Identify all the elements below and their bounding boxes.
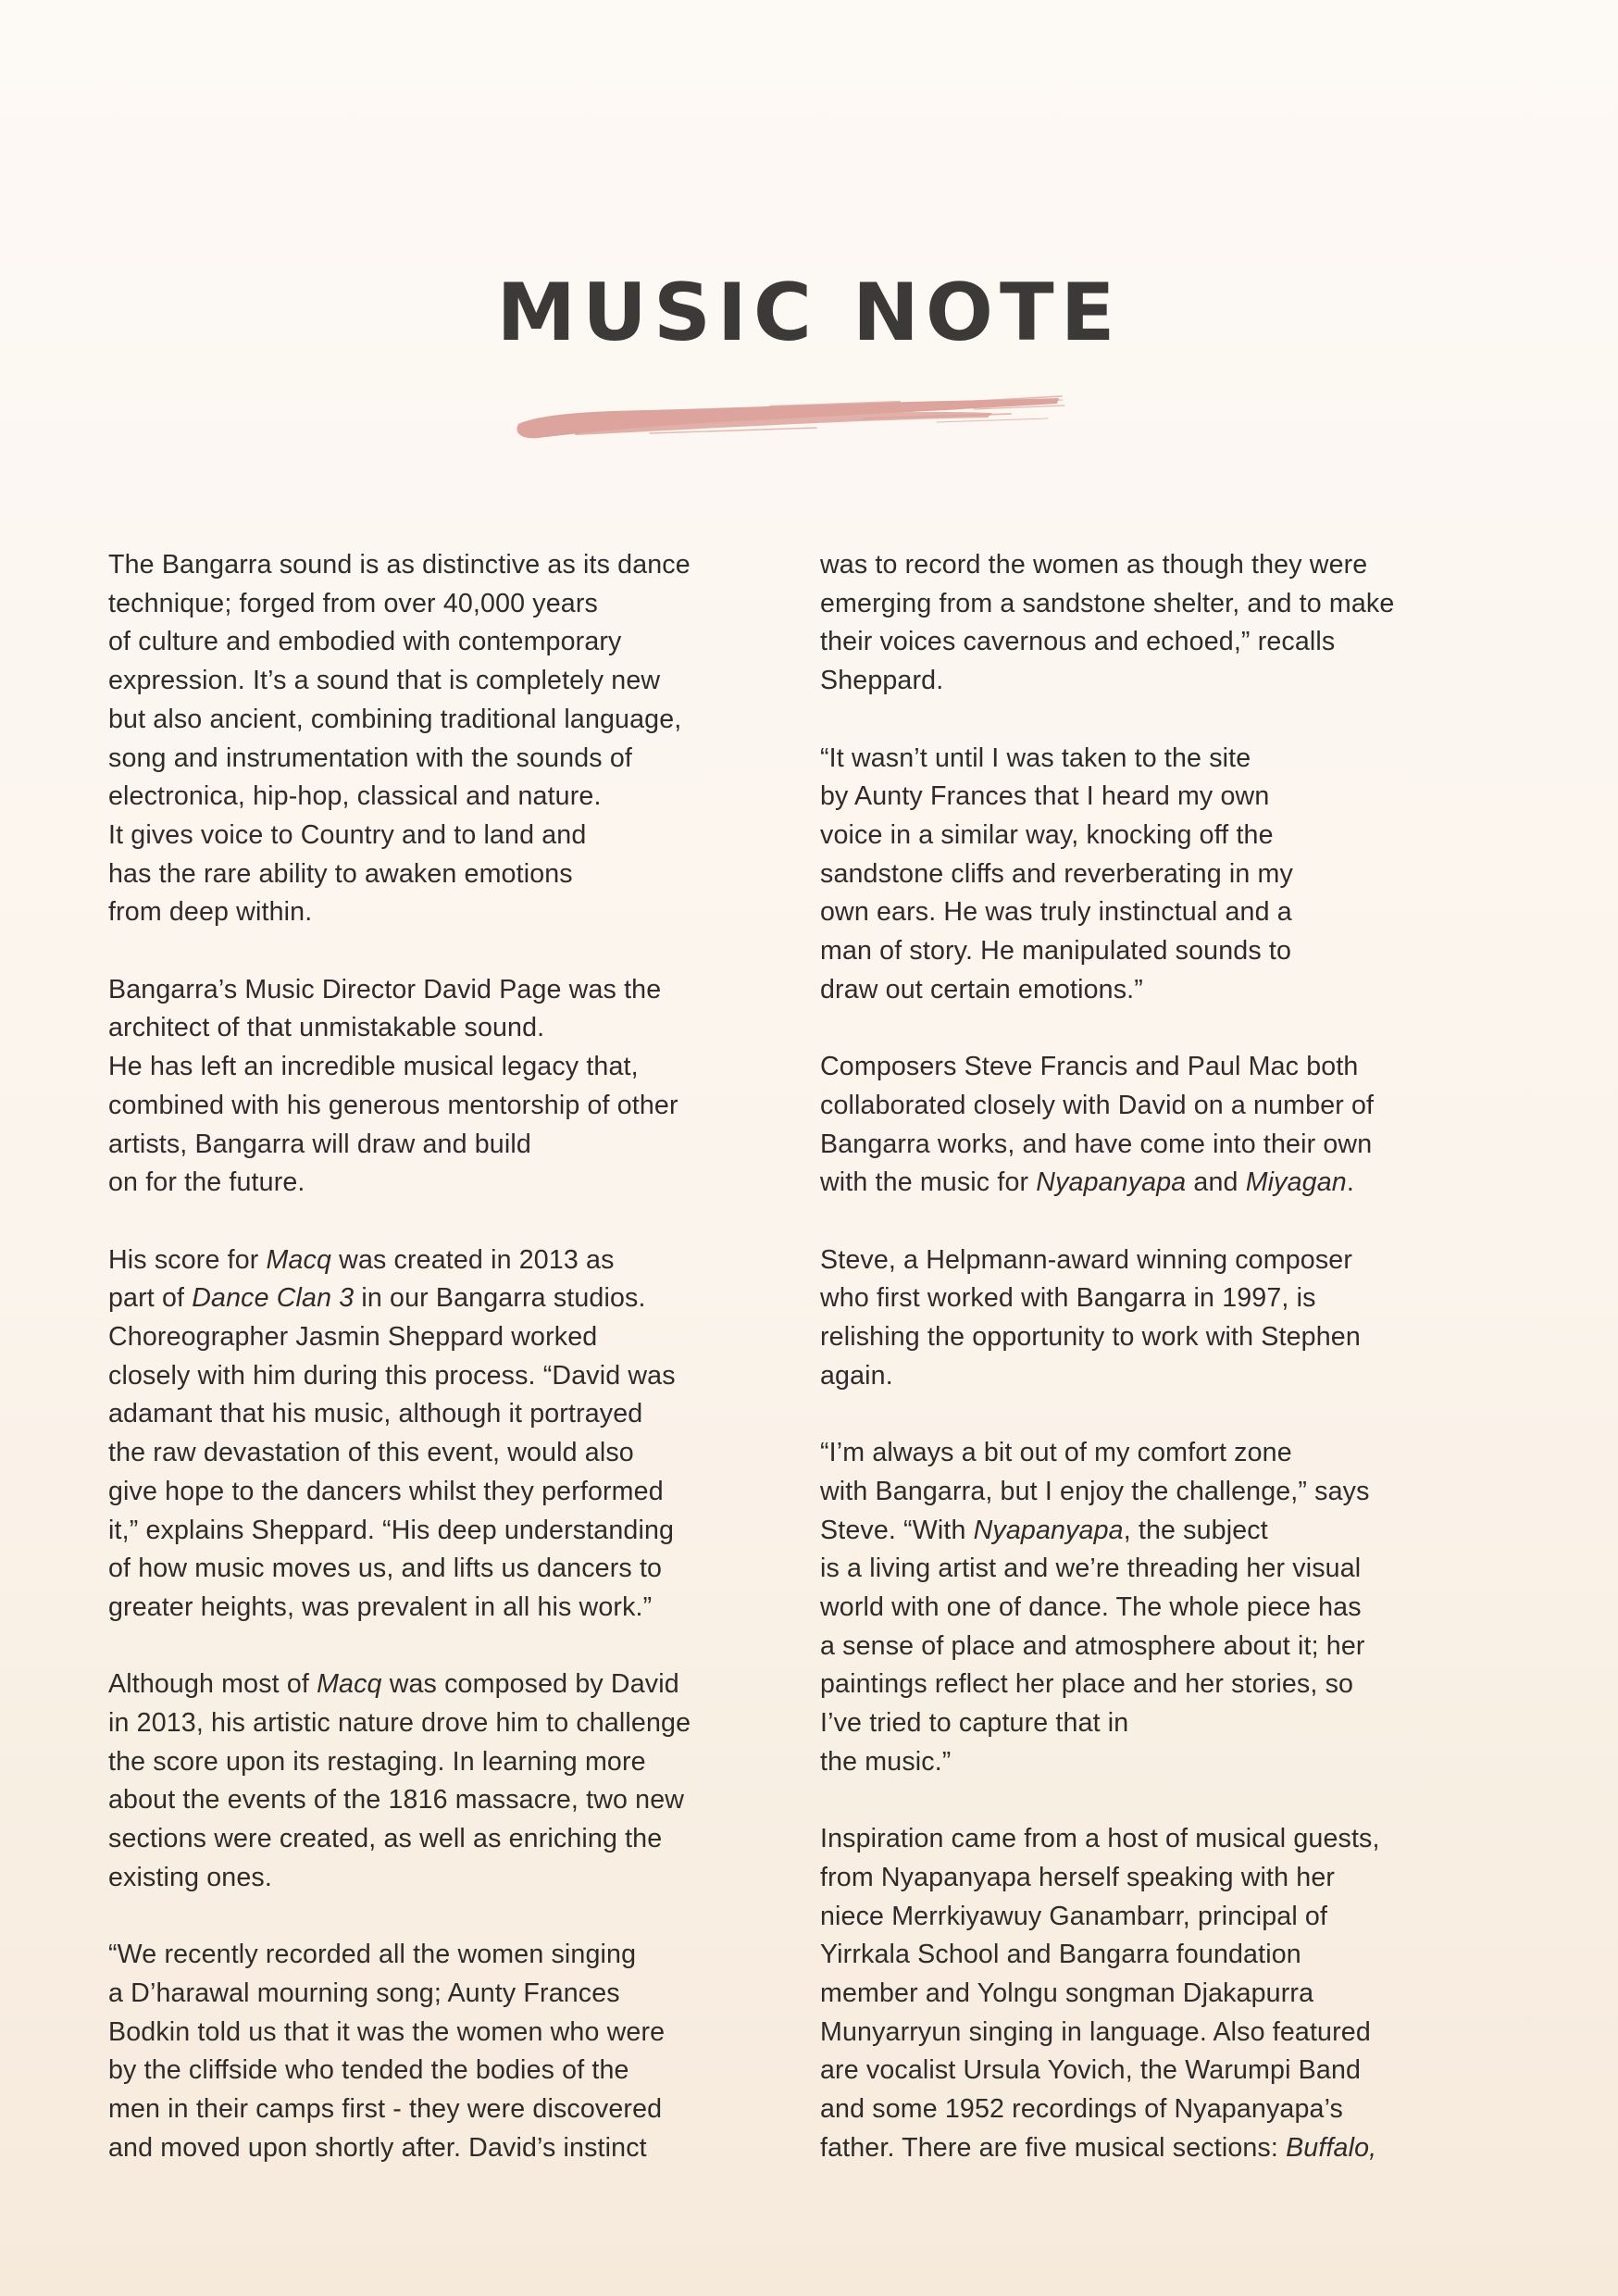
text-line xyxy=(820,778,1505,817)
text-line xyxy=(820,1512,1505,1551)
text-line xyxy=(820,1743,1505,1782)
text-segment: combined with his generous mentorship of other xyxy=(108,1090,678,1120)
text-line xyxy=(820,1126,1505,1165)
brush-stroke-divider xyxy=(511,387,1066,452)
text-segment: closely with him during this process. “David was xyxy=(108,1360,676,1391)
text-line xyxy=(820,740,1505,779)
text-line xyxy=(108,1936,793,1975)
page-title: MUSIC NOTE xyxy=(496,267,1122,359)
text-segment: Bodkin told us that it was the women who were xyxy=(108,2016,666,2047)
text-segment: Bangarra’s Music Director David Page was the xyxy=(108,974,662,1004)
text-line xyxy=(820,1550,1505,1589)
text-segment: architect of that unmistakable sound. xyxy=(108,1013,545,1043)
text-line xyxy=(108,1666,793,1704)
italic-title-text: Macq xyxy=(317,1669,382,1700)
text-segment: was to record the women as though they were xyxy=(820,550,1368,580)
text-line xyxy=(108,662,793,701)
text-line xyxy=(108,1318,793,1357)
paragraph xyxy=(108,1242,793,1628)
text-segment: men in their camps first - they were discovered xyxy=(108,2094,663,2125)
text-line xyxy=(108,2129,793,2168)
text-line xyxy=(820,2090,1505,2129)
text-line xyxy=(820,623,1505,662)
text-line xyxy=(108,1164,793,1203)
text-line xyxy=(108,1589,793,1628)
text-line xyxy=(108,1975,793,2014)
text-segment: their voices cavernous and echoed,” recalls xyxy=(820,627,1336,657)
text-segment: with Bangarra, but I enjoy the challenge,” says xyxy=(820,1476,1370,1506)
text-segment: was composed by David xyxy=(381,1669,679,1700)
text-segment: from Nyapanyapa herself speaking with her xyxy=(820,1862,1336,1892)
text-line xyxy=(820,1242,1505,1280)
text-segment: Steve, a Helpmann-award winning composer xyxy=(820,1244,1352,1275)
text-segment: own ears. He was truly instinctual and a xyxy=(820,897,1292,928)
text-line xyxy=(108,585,793,624)
text-line xyxy=(820,1936,1505,1975)
paragraph xyxy=(108,1666,793,1897)
text-line xyxy=(108,2014,793,2053)
paragraph xyxy=(108,1936,793,2167)
text-line xyxy=(108,1550,793,1589)
text-segment: by the cliffside who tended the bodies of the xyxy=(108,2055,629,2086)
text-line xyxy=(108,1357,793,1396)
text-segment: world with one of dance. The whole piece has xyxy=(820,1591,1362,1622)
text-segment: man of story. He manipulated sounds to xyxy=(820,936,1292,967)
text-line xyxy=(820,1164,1505,1203)
text-line xyxy=(108,2090,793,2129)
text-line xyxy=(820,1357,1505,1396)
text-segment: and moved upon shortly after. David’s instinct xyxy=(108,2132,647,2163)
text-segment: the music.” xyxy=(820,1746,952,1777)
text-line xyxy=(108,1859,793,1898)
text-segment: father. There are five musical sections: xyxy=(820,2132,1287,2163)
text-line xyxy=(108,855,793,894)
text-segment: Yirrkala School and Bangarra foundation xyxy=(820,1940,1301,1970)
text-segment: are vocalist Ursula Yovich, the Warumpi Band xyxy=(820,2055,1362,2086)
text-line xyxy=(108,1126,793,1165)
text-line xyxy=(108,778,793,817)
text-segment: sandstone cliffs and reverberating in my xyxy=(820,858,1293,889)
text-segment: and xyxy=(1186,1167,1246,1198)
text-line xyxy=(820,1589,1505,1628)
text-segment: Bangarra works, and have come into their own xyxy=(820,1129,1373,1159)
text-line xyxy=(820,2052,1505,2090)
paragraph xyxy=(820,1048,1505,1203)
text-segment: a D’harawal mourning song; Aunty Frances xyxy=(108,1978,620,2008)
italic-title-text: Nyapanyapa xyxy=(973,1515,1124,1545)
text-segment: the raw devastation of this event, would also xyxy=(108,1438,634,1468)
text-segment: a sense of place and atmosphere about it; her xyxy=(820,1630,1365,1661)
text-segment: adamant that his music, although it portrayed xyxy=(108,1399,643,1429)
text-line xyxy=(820,932,1505,971)
text-segment: draw out certain emotions.” xyxy=(820,974,1143,1004)
text-segment: His score for xyxy=(108,1244,267,1275)
paragraph xyxy=(820,546,1505,701)
text-segment: The Bangarra sound is as distinctive as its dance xyxy=(108,550,691,580)
text-line xyxy=(108,1704,793,1743)
text-segment: voice in a similar way, knocking off the xyxy=(820,819,1274,850)
text-segment: artists, Bangarra will draw and build xyxy=(108,1129,531,1159)
text-segment: member and Yolngu songman Djakapurra xyxy=(820,1978,1314,2008)
text-line xyxy=(108,740,793,779)
text-line xyxy=(108,546,793,585)
text-line xyxy=(820,1048,1505,1087)
text-line xyxy=(108,1395,793,1434)
text-segment: collaborated closely with David on a number of xyxy=(820,1090,1375,1120)
text-segment: of culture and embodied with contemporary xyxy=(108,627,622,657)
text-line xyxy=(108,1512,793,1551)
text-line xyxy=(820,2129,1505,2168)
text-segment: in 2013, his artistic nature drove him to challenge xyxy=(108,1708,691,1739)
text-segment: is a living artist and we’re threading her visual xyxy=(820,1554,1362,1584)
text-segment: . xyxy=(1346,1167,1354,1198)
text-segment: niece Merrkiyawuy Ganambarr, principal of xyxy=(820,1901,1328,1931)
text-segment: relishing the opportunity to work with Stephen xyxy=(820,1322,1361,1353)
text-line xyxy=(108,971,793,1010)
text-segment: paintings reflect her place and her stories, so xyxy=(820,1669,1354,1700)
italic-title-text: Miyagan xyxy=(1245,1167,1347,1198)
text-segment: from deep within. xyxy=(108,897,313,928)
italic-title-text: Dance Clan 3 xyxy=(192,1283,355,1314)
text-segment: sections were created, as well as enriching the xyxy=(108,1824,663,1854)
paragraph xyxy=(820,740,1505,1010)
text-line xyxy=(820,971,1505,1010)
text-line xyxy=(820,2014,1505,2053)
text-line xyxy=(820,893,1505,932)
italic-title-text: Nyapanyapa xyxy=(1036,1167,1187,1198)
text-line xyxy=(820,1473,1505,1512)
text-line xyxy=(820,1898,1505,1937)
text-segment: It gives voice to Country and to land and xyxy=(108,819,587,850)
text-column-left xyxy=(108,546,793,2206)
text-segment: of how music moves us, and lifts us dancers to xyxy=(108,1554,663,1584)
text-segment: He has left an incredible musical legacy that, xyxy=(108,1052,639,1082)
paragraph xyxy=(820,1242,1505,1396)
text-line xyxy=(820,1975,1505,2014)
text-line xyxy=(820,1434,1505,1473)
text-line xyxy=(820,1279,1505,1318)
text-line xyxy=(108,1048,793,1087)
text-line xyxy=(108,1087,793,1126)
text-line xyxy=(108,1820,793,1859)
text-segment: on for the future. xyxy=(108,1167,305,1198)
text-segment: “It wasn’t until I was taken to the site xyxy=(820,742,1251,773)
text-segment: Steve. “With xyxy=(820,1515,974,1545)
text-segment: again. xyxy=(820,1360,893,1391)
text-segment: Choreographer Jasmin Sheppard worked xyxy=(108,1322,598,1353)
text-segment: part of xyxy=(108,1283,193,1314)
text-line xyxy=(820,1318,1505,1357)
text-segment: technique; forged from over 40,000 years xyxy=(108,588,598,618)
text-segment: Sheppard. xyxy=(820,666,944,696)
text-segment: “We recently recorded all the women singing xyxy=(108,1940,637,1970)
text-segment: about the events of the 1816 massacre, two new xyxy=(108,1785,685,1816)
text-segment: emerging from a sandstone shelter, and to make xyxy=(820,588,1395,618)
text-segment: Munyarryun singing in language. Also featured xyxy=(820,2016,1371,2047)
text-segment: Composers Steve Francis and Paul Mac both xyxy=(820,1052,1359,1082)
text-line xyxy=(108,1743,793,1782)
text-line xyxy=(820,1087,1505,1126)
text-line xyxy=(108,1279,793,1318)
text-segment: with the music for xyxy=(820,1167,1037,1198)
text-line xyxy=(820,855,1505,894)
text-segment: the score upon its restaging. In learning more xyxy=(108,1746,646,1777)
text-segment: has the rare ability to awaken emotions xyxy=(108,858,573,889)
text-line xyxy=(108,817,793,855)
text-line xyxy=(820,1820,1505,1859)
text-line xyxy=(108,893,793,932)
text-line xyxy=(108,623,793,662)
text-segment: by Aunty Frances that I heard my own xyxy=(820,781,1270,812)
text-segment: who first worked with Bangarra in 1997, is xyxy=(820,1283,1316,1314)
text-segment: song and instrumentation with the sounds of xyxy=(108,742,632,773)
text-segment: expression. It’s a sound that is completely new xyxy=(108,666,661,696)
text-segment: give hope to the dancers whilst they performed xyxy=(108,1476,664,1506)
text-segment: in our Bangarra studios. xyxy=(354,1283,646,1314)
text-segment: electronica, hip-hop, classical and nature. xyxy=(108,781,602,812)
paragraph xyxy=(820,1434,1505,1781)
text-line xyxy=(108,1242,793,1280)
italic-title-text: Buffalo, xyxy=(1286,2132,1377,2163)
text-line xyxy=(108,2052,793,2090)
text-line xyxy=(820,1704,1505,1743)
text-line xyxy=(820,1666,1505,1704)
text-segment: I’ve tried to capture that in xyxy=(820,1708,1129,1739)
text-line xyxy=(820,662,1505,701)
text-segment: greater heights, was prevalent in all his work.” xyxy=(108,1591,653,1622)
text-line xyxy=(108,1009,793,1048)
text-segment: and some 1952 recordings of Nyapanyapa’s xyxy=(820,2094,1344,2125)
text-segment: it,” explains Sheppard. “His deep understanding xyxy=(108,1515,675,1545)
text-line xyxy=(108,1473,793,1512)
text-line xyxy=(820,1628,1505,1666)
paragraph xyxy=(820,1820,1505,2167)
text-line xyxy=(108,1434,793,1473)
text-column-right xyxy=(820,546,1505,2206)
text-segment: was created in 2013 as xyxy=(331,1244,615,1275)
paragraph xyxy=(108,546,793,932)
text-segment: existing ones. xyxy=(108,1862,272,1892)
text-line xyxy=(820,817,1505,855)
text-line xyxy=(820,585,1505,624)
text-segment: but also ancient, combining traditional language, xyxy=(108,704,682,734)
text-line xyxy=(820,1859,1505,1898)
text-segment: , the subject xyxy=(1123,1515,1268,1545)
text-line xyxy=(108,701,793,740)
text-line xyxy=(820,546,1505,585)
paragraph xyxy=(108,971,793,1203)
text-segment: “I’m always a bit out of my comfort zone xyxy=(820,1438,1292,1468)
text-line xyxy=(108,1781,793,1820)
text-segment: Although most of xyxy=(108,1669,317,1700)
italic-title-text: Macq xyxy=(266,1244,332,1275)
text-segment: Inspiration came from a host of musical guests, xyxy=(820,1824,1380,1854)
